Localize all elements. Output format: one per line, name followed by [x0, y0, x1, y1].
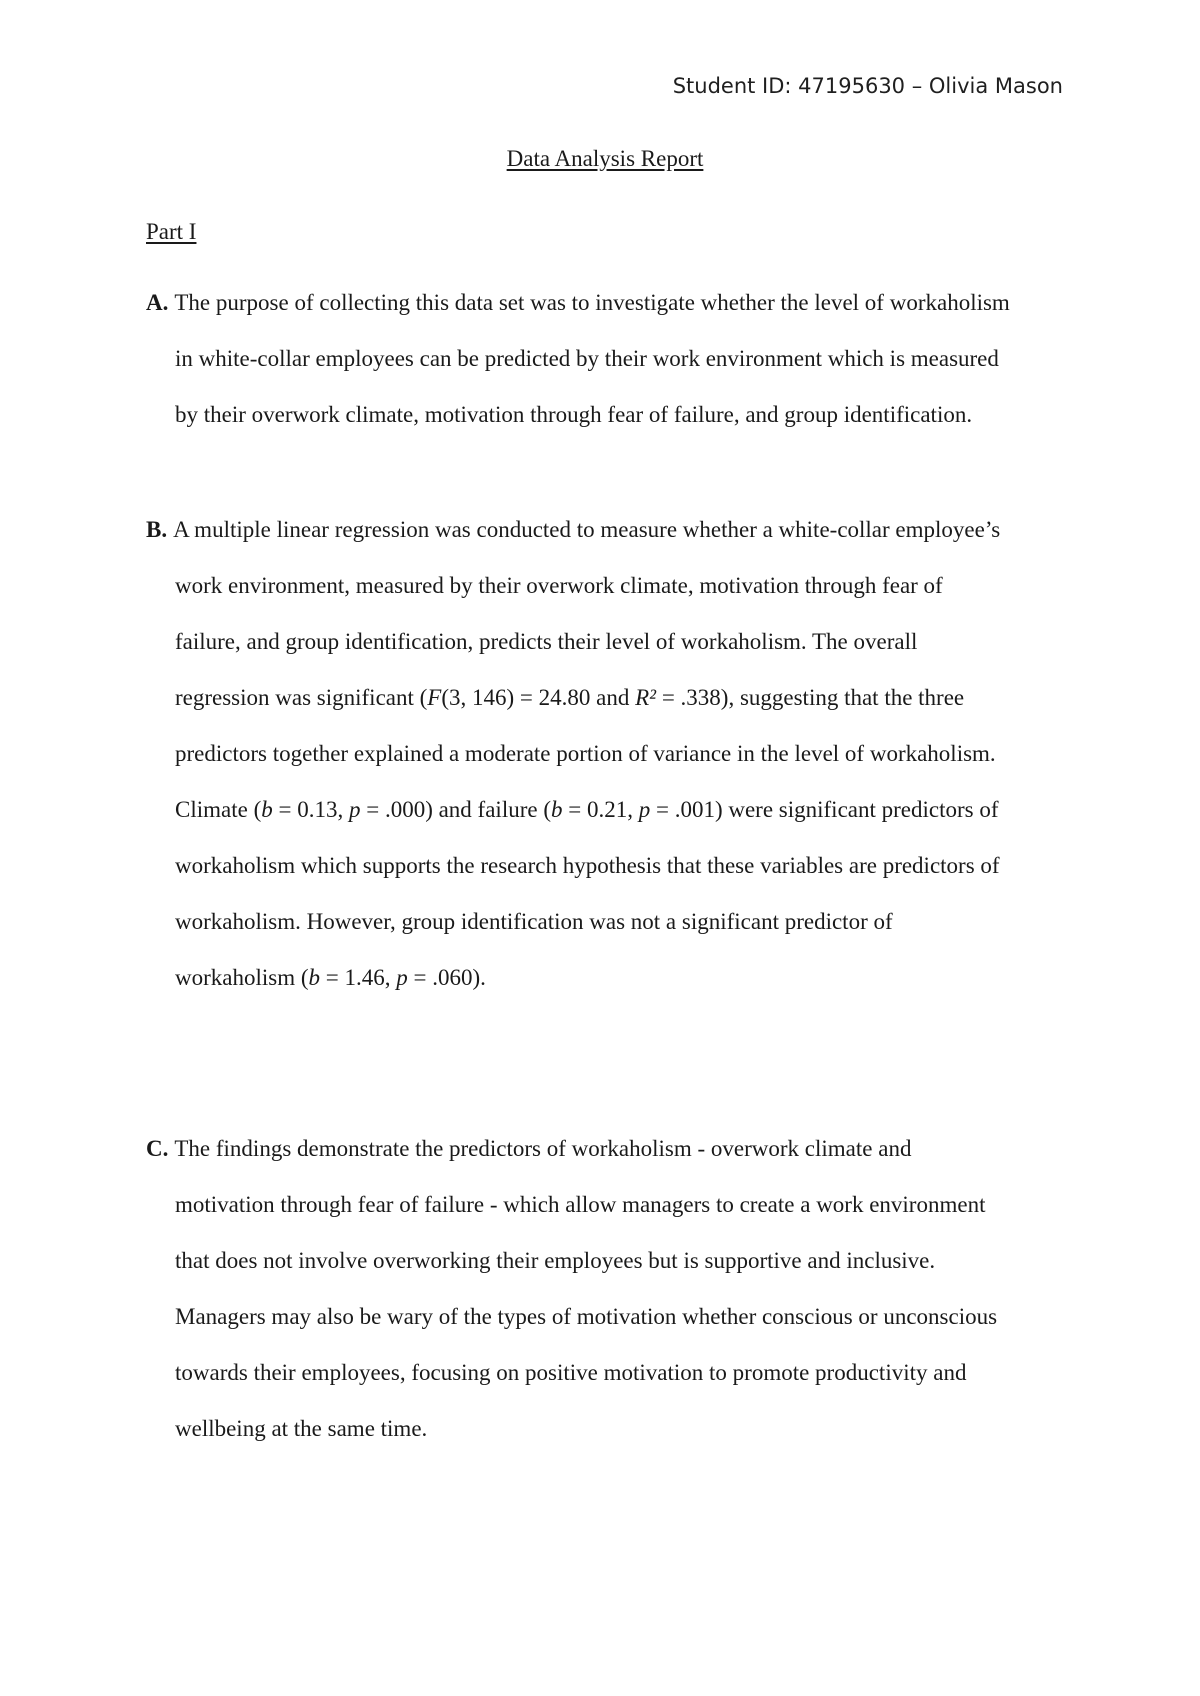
section-b-line-8: workaholism. However, group identification was not a significant predictor of — [175, 909, 893, 934]
section-b-line-9 — [146, 950, 1066, 1006]
stat-symbol-b: b — [550, 797, 563, 822]
stat-symbol-r2: R² — [635, 685, 657, 710]
part-heading: Part I — [146, 219, 197, 244]
section-a-marker: A. — [146, 290, 169, 315]
section-b-text: A multiple linear regression was conducted to measure whether a white-collar employee’s — [173, 517, 1001, 542]
section-c-marker: C. — [146, 1136, 169, 1161]
text-segment: = .338), suggesting that the three — [656, 685, 965, 710]
section-b-line-4 — [146, 670, 1066, 726]
section-a-line-2: in white-collar employees can be predicted by their work environment which is measured — [175, 346, 999, 371]
text-segment: = 0.13, — [272, 797, 349, 822]
section-c-line-1 — [146, 1121, 1066, 1177]
section-c-line-2: motivation through fear of failure - which allow managers to create a work environment — [175, 1192, 986, 1217]
text-segment: = .000) and failure ( — [360, 797, 551, 822]
stat-symbol-b: b — [308, 965, 321, 990]
section-a-text: The purpose of collecting this data set was to investigate whether the level of workaholism — [174, 290, 1010, 315]
student-id-header: Student ID: 47195630 – Olivia Mason — [672, 74, 1063, 98]
text-segment: Climate ( — [175, 797, 262, 822]
text-segment: = .060). — [407, 965, 486, 990]
section-c-text: The findings demonstrate the predictors of workaholism - overwork climate and — [174, 1136, 912, 1161]
section-a-line-3: by their overwork climate, motivation through fear of failure, and group identification. — [175, 402, 973, 427]
section-b-line-2: work environment, measured by their overwork climate, motivation through fear of — [175, 573, 943, 598]
section-b-marker: B. — [146, 517, 168, 542]
stat-symbol-p: p — [348, 797, 361, 822]
stat-symbol-p: p — [396, 965, 408, 990]
section-c-line-3: that does not involve overworking their employees but is supportive and inclusive. — [175, 1248, 936, 1273]
text-segment: regression was significant ( — [175, 685, 428, 710]
section-c-line-6: wellbeing at the same time. — [175, 1416, 428, 1441]
text-segment: = 0.21, — [562, 797, 639, 822]
section-c-line-4: Managers may also be wary of the types of motivation whether conscious or unconscious — [175, 1304, 998, 1329]
section-b-line-3: failure, and group identification, predicts their level of workaholism. The overall — [175, 629, 918, 654]
stat-symbol-p: p — [638, 797, 651, 822]
document-title: Data Analysis Report — [506, 146, 704, 171]
text-segment: = .001) were significant predictors of — [650, 797, 999, 822]
section-b-line-1 — [146, 502, 1066, 558]
section-b — [146, 502, 1066, 1006]
section-a-line-1 — [146, 275, 1066, 331]
stat-symbol-b: b — [261, 797, 273, 822]
text-segment: (3, 146) = 24.80 and — [441, 685, 636, 710]
section-c — [146, 1121, 1066, 1457]
text-segment: workaholism ( — [175, 965, 309, 990]
section-b-line-7: workaholism which supports the research hypothesis that these variables are predictors of — [175, 853, 1000, 878]
stat-symbol-f: F — [427, 685, 442, 710]
section-b-line-5: predictors together explained a moderate portion of variance in the level of workaholism. — [175, 741, 996, 766]
section-c-line-5: towards their employees, focusing on positive motivation to promote productivity and — [175, 1360, 967, 1385]
section-b-line-6 — [146, 782, 1066, 838]
section-a — [146, 275, 1066, 443]
text-segment: = 1.46, — [320, 965, 397, 990]
